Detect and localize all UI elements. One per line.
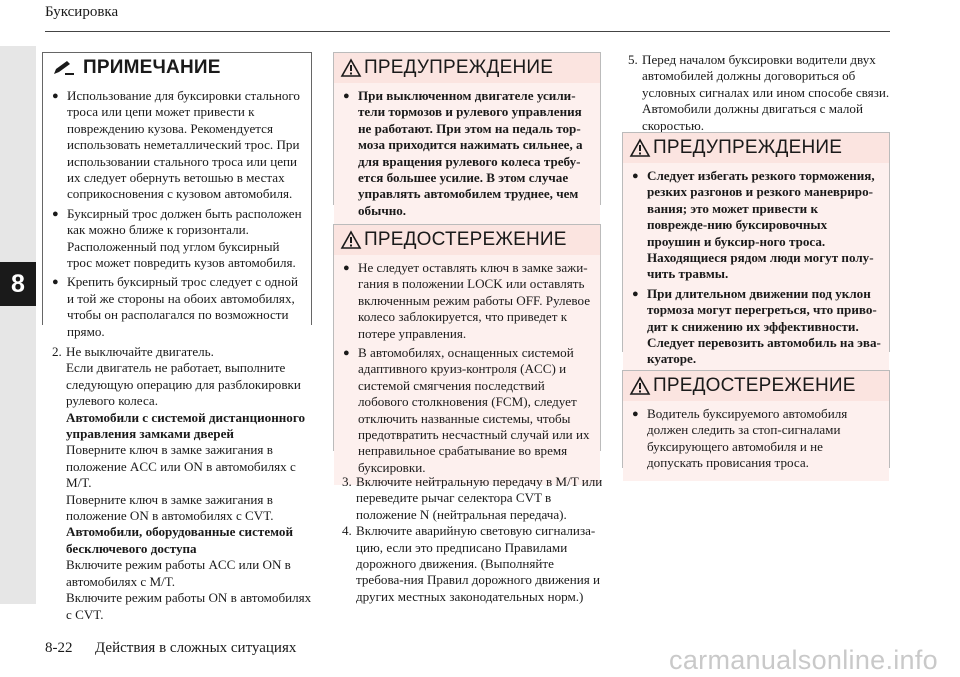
caution-item: ● Не следует оставлять ключ в замке зажи-гания в положении LOCK или оставлять включенным режим работы OFF. Рулевое колесо заблокируется, что приведет к потере управления.: [342, 260, 592, 342]
warning-box-heading: ПРЕДУПРЕЖДЕНИЕ: [653, 137, 843, 158]
step-4: [342, 523, 604, 605]
step-2-line: Не выключайте двигатель.: [66, 344, 214, 359]
caution-item: ● В автомобилях, оснащенных системой адаптивного круиз-контроля (ACC) и системой смягчения последствий лобового столкновения (FCM), следует отключить названные системы, чтобы предотвратить несчастный случай или их неправильное срабатывание во время буксировки.: [342, 345, 592, 476]
watermark: carmanualsonline.info: [669, 645, 938, 675]
step-2-line: Включите режим работы ACC или ON в автомобилях с M/T.: [66, 557, 291, 589]
note-item: ● Использование для буксировки стального троса или цепи может привести к повреждению кузова. Рекомендуется использовать неметаллический трос. При использовании стального троса или цепи их следует обернуть ветошью в местах соприкосновения с кузовом автомобиля.: [51, 88, 303, 203]
steps-3-4: [342, 474, 604, 605]
step-2-subheading: Автомобили с системой дистанционного управления замками дверей: [66, 409, 306, 442]
step-5: [628, 52, 890, 134]
warning-box-body: [334, 83, 600, 228]
chapter-tab[interactable]: 8: [0, 262, 36, 306]
note-box-heading: ПРИМЕЧАНИЕ: [83, 57, 221, 78]
running-head: Буксировка: [45, 4, 119, 20]
side-band: [0, 46, 36, 604]
caution-triangle-icon: [340, 230, 362, 250]
caution-box-heading: ПРЕДОСТЕРЕЖЕНИЕ: [653, 375, 856, 396]
warning-box-body: [623, 163, 889, 377]
step-number: 5.: [628, 52, 638, 67]
warning-triangle-icon: [629, 138, 651, 158]
step-2-line: Если двигатель не работает, выполните следующую операцию для разблокировки рулевого колеса.: [66, 360, 301, 409]
step-2-line: Поверните ключ в замке зажигания в положение ON в автомобилях с CVT.: [66, 491, 274, 524]
caution-box-header: [623, 371, 889, 401]
caution-box: [622, 370, 890, 471]
step-number: 3.: [342, 474, 352, 489]
step-number: 4.: [342, 523, 352, 539]
caution-box-body: [623, 401, 889, 481]
caution-box-header: [334, 225, 600, 255]
step-2-subheading: Автомобили, оборудованные системой бесключевого доступа: [66, 524, 293, 556]
note-item: ● Буксирный трос должен быть расположен как можно ближе к горизонтали. Расположенный под углом буксирный трос может повредить кузов автомобиля.: [51, 206, 303, 272]
step-4-text: Включите аварийную световую сигнализа-цию, если это предписано Правилами дорожного движения. (Выполняйте требова-ния Правил дорожного движения и других местных законодательных норм.): [356, 523, 601, 604]
warning-item: ● Следует избегать резкого торможения, резких разгонов и резкого маневриро-вания; это может привести к поврежде-нию буксировочных проушин и буксир-ного троса. Находящиеся рядом люди могут полу-чить травмы.: [631, 168, 881, 283]
page-number: 8-22: [45, 640, 73, 656]
warning-item: ● При выключенном двигателе усили-тели тормозов и рулевого управления не работают. При этом на педаль тор-моза приходится нажимать сильнее, а для вращения рулевого колеса требу-ется большее усилие. В этом случае управлять автомобилем труднее, чем обычно.: [342, 88, 592, 219]
note-box: [42, 52, 312, 339]
header-rule: [45, 31, 890, 32]
step-5-text: Перед началом буксировки водители двух автомобилей должны договориться об условных сигналах или ином способе связи. Автомобили должны двигаться с малой скоростью.: [642, 52, 890, 133]
footer-section-title: Действия в сложных ситуациях: [95, 640, 297, 656]
caution-item: ● Водитель буксируемого автомобиля должен следить за стоп-сигналами буксирующего автомобиля и не допускать провисания троса.: [631, 406, 881, 472]
warning-triangle-icon: [340, 58, 362, 78]
warning-box-header: [334, 53, 600, 83]
step-2-line: Поверните ключ в замке зажигания в положение ACC или ON в автомобилях с M/T.: [66, 442, 296, 491]
note-box-header: [43, 53, 311, 83]
warning-item: ● При длительном движении под уклон тормоза могут перегреться, что приво-дит к снижению их эффективности. Следует перевозить автомобиль на эва-куаторе.: [631, 286, 881, 368]
note-item: ● Крепить буксирный трос следует с одной и той же стороны на обоих автомобилях, чтобы он располагался по возможности прямо.: [51, 274, 303, 340]
caution-box: [333, 224, 601, 475]
step-number: 2.: [52, 344, 62, 359]
caution-triangle-icon: [629, 376, 651, 396]
warning-box-header: [623, 133, 889, 163]
warning-box-heading: ПРЕДУПРЕЖДЕНИЕ: [364, 57, 554, 78]
warning-box: [333, 52, 601, 218]
caution-box-heading: ПРЕДОСТЕРЕЖЕНИЕ: [364, 229, 567, 250]
step-2-line: Включите режим работы ON в автомобилях с CVT.: [66, 590, 312, 622]
step-3-text: Включите нейтральную передачу в M/T или переведите рычаг селектора CVT в положение N (нейтральная передача).: [356, 474, 603, 522]
pencil-icon: [51, 59, 77, 77]
page-footer: [45, 640, 296, 657]
step-3: [342, 474, 604, 523]
step-2: [52, 344, 314, 623]
note-box-body: [43, 83, 311, 349]
warning-box: [622, 132, 890, 367]
caution-box-body: [334, 255, 600, 485]
